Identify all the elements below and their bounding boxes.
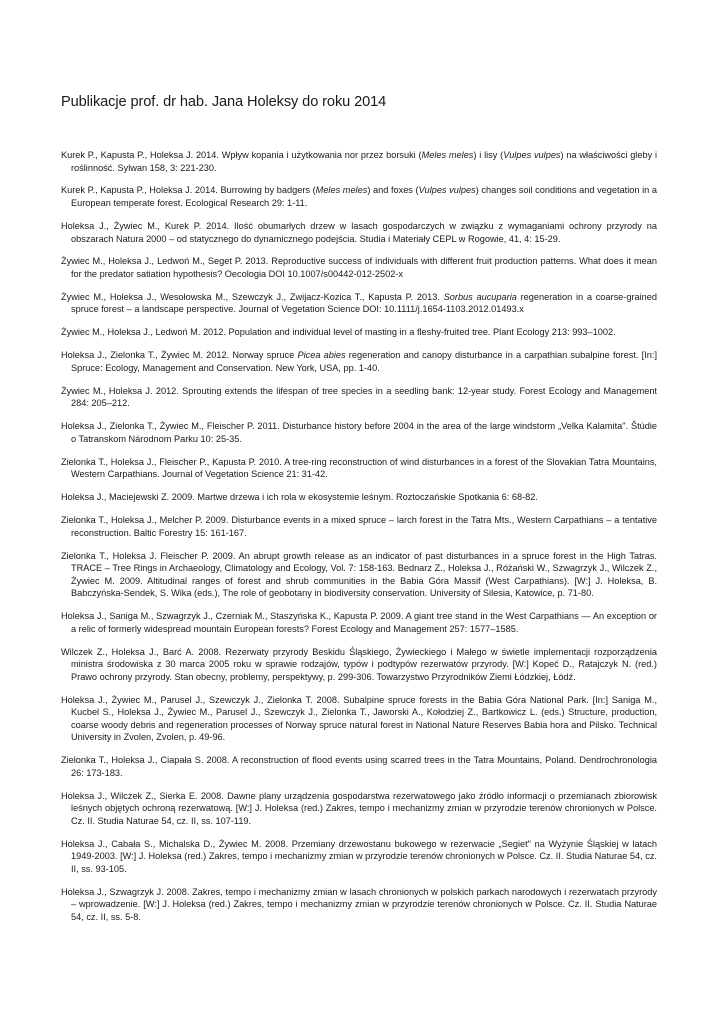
reference-text: ) changes soil conditions and vegetation in a European temperate forest. Ecological Research 29: 1-11. [71, 185, 657, 209]
species-name: Sorbus aucuparia [443, 291, 517, 302]
reference-text: Zielonka T., Holeksa J., Melcher P. 2009. Disturbance events in a mixed spruce – larch forest in the Tatra Mts., Western Carpathians – a tentative reconstruction. Baltic Forestry 15: 161-167. [61, 515, 657, 538]
reference-text: Holeksa J., Szwagrzyk J. 2008. Zakres, tempo i mechanizmy zmian w lasach chronionych w polskich parkach narodowych i rezerwatach przyrody – wprowadzenie. [W:] J. Holeksa (red.) Zakres, tempo i mechanizmy zmian w przyrodzie terenów chronionych w Polsce. Cz. II. Studia Naturae 54, cz. II, ss. 5-8. [61, 886, 657, 923]
reference-text: Zielonka T., Holeksa J., Fleischer P., Kapusta P. 2010. A tree-ring reconstruction of wind disturbances in a forest of the Slovakian Tatra Mountains, Western Carpathians. Journal of Vegetation Science 21: 31-42. [61, 456, 657, 480]
reference-text: Holeksa J., Żywiec M., Kurek P. 2014. Ilość obumarłych drzew w lasach gospodarczych w związku z wymaganiami ochrony przyrody na obszarach Natura 2000 – od statycznego do dynamicznego podejścia. Studia i Materiały CEPL w Rogowie, 41, 4: 15-29. [61, 220, 657, 244]
species-name: Meles meles [315, 185, 368, 196]
reference-text: Holeksa J., Wilczek Z., Sierka E. 2008. Dawne plany urządzenia gospodarstwa rezerwatowego jako źródło informacji o przemianach zbiorowisk leśnych objętych ochroną rezerwatową. [W:] J. Holeksa (red.) Zakres, tempo i mechanizmy zmian w przyrodzie terenów chronionych w Polsce. Cz. II. Studia Naturae 54, cz. II, ss. 107-119. [61, 790, 657, 826]
reference-text: Żywiec M., Holeksa J., Ledwoń M. 2012. Population and individual level of masting in a fleshy-fruited tree. Plant Ecology 213: 993–1002. [61, 327, 616, 338]
species-name: Vulpes vulpes [418, 185, 476, 196]
reference-text: regeneration in a coarse-grained spruce forest – a landscape perspective. Journal of Vegetation Science DOI: 10.1111/j.1654-1103.2012.01493.x [71, 291, 657, 315]
reference-entry [61, 550, 657, 600]
reference-entry [61, 886, 657, 924]
reference-entry [61, 694, 657, 744]
reference-text: Żywiec M., Holeksa J., Ledwoń M., Seget P. 2013. Reproductive success of individuals with different fruit production patterns. What does it mean for the predator satiation hypothesis? Oecologia DOI 10.1007/s00442-012-2502-x [61, 256, 657, 279]
reference-entry [61, 326, 657, 339]
reference-list [61, 149, 657, 934]
reference-entry [61, 184, 657, 209]
reference-text: Holeksa J., Zielonka T., Żywiec M., Fleischer P. 2011. Disturbance history before 2004 in the area of the large windstorm „Velka Kalamita". Štúdie o Tatranskom Národnom Parku 10: 25-35. [61, 421, 657, 444]
reference-text: ) i lisy ( [473, 150, 504, 160]
reference-entry [61, 610, 657, 635]
reference-text: Holeksa J., Maciejewski Z. 2009. Martwe drzewa i ich rola w ekosystemie leśnym. Roztoczańskie Spotkania 6: 68-82. [61, 492, 538, 503]
reference-text: Wilczek Z., Holeksa J., Barć A. 2008. Rezerwaty przyrody Beskidu Śląskiego, Żywieckiego i Małego w świetle implementacji rozporządzenia ministra środowiska z 30 marca 2005 roku w sprawie rodzajów, typów i podtypów rezerwatów przyrody. [W:] Kopeć D., Ratajczyk N. (red.) Prawo ochrony przyrody. Stan obecny, problemy, perspektywy, p. 299-306. Towarzystwo Przyrodników Ziemi Łódzkiej, Łódź. [61, 646, 657, 682]
reference-entry [61, 646, 657, 684]
reference-text: Żywiec M., Holeksa J., Wesołowska M., Szewczyk J., Zwijacz-Kozica T., Kapusta P. 2013. [61, 291, 444, 302]
species-name: Meles meles [421, 150, 474, 160]
reference-entry [61, 385, 657, 410]
reference-entry [61, 514, 657, 539]
reference-entry [61, 220, 657, 245]
reference-entry [61, 349, 657, 374]
reference-text: Żywiec M., Holeksa J. 2012. Sprouting extends the lifespan of tree species in a seedling bank: 12-year study. Forest Ecology and Management 284: 205–212. [61, 385, 657, 409]
reference-entry [61, 838, 657, 876]
reference-text: ) na właściwości gleby i roślinność. Sylwan 158, 3: 221-230. [71, 150, 657, 173]
reference-text: Zielonka T., Holeksa J. Fleischer P. 2009. An abrupt growth release as an indicator of past disturbances in a spruce forest in the High Tatras. TRACE – Tree Rings in Archaeology, Climatology and Ecology, Vol. 7: 158-163. Bednarz Z., Holeksa J., Różański W., Szwagrzyk J., Wilczek Z., Żywiec M. 2009. Altitudinal ranges of forest and shrub communities in the Babia Góra Massif (West Carpathians). [W:] J. Holeksa, B. Babczyńska-Sendek, S. Wika (eds.), The role of geobotany in biodiversity conservation. University of Silesia, Katowice, p. 71-80. [61, 550, 657, 599]
reference-text: Zielonka T., Holeksa J., Ciapała S. 2008. A reconstruction of flood events using scarred trees in the Tatra Mountains, Poland. Dendrochronologia 26: 173-183. [61, 755, 657, 778]
reference-text: ) and foxes ( [367, 185, 419, 196]
reference-entry [61, 754, 657, 779]
reference-text: Holeksa J., Zielonka T., Żywiec M. 2012. Norway spruce [61, 350, 298, 361]
species-name: Picea abies [297, 350, 346, 361]
reference-entry [61, 149, 657, 174]
reference-text: Kurek P., Kapusta P., Holeksa J. 2014. Wpływ kopania i użytkowania nor przez borsuki ( [61, 150, 422, 160]
reference-entry [61, 420, 657, 445]
reference-text: Holeksa J., Cabała S., Michalska D., Żywiec M. 2008. Przemiany drzewostanu bukowego w rezerwacie „Segiet" na Wyżynie Śląskiej w latach 1949-2003. [W:] J. Holeksa (red.) Zakres, tempo i mechanizmy zmian w przyrodzie terenów chronionych w Polsce. Cz. II. Studia Naturae 54, cz. II, ss. 93-105. [61, 838, 657, 874]
reference-text: regeneration and canopy disturbance in a carpathian subalpine forest. [In:] Spruce: Ecology, Management and Conservation. New York, USA, pp. 1-40. [71, 350, 658, 373]
reference-entry [61, 790, 657, 828]
reference-text: Holeksa J., Saniga M., Szwagrzyk J., Czerniak M., Staszyńska K., Kapusta P. 2009. A giant tree stand in the West Carpathians — An exception or a relic of formerly widespread mountain European forests? Forest Ecology and Management 257: 1577–1585. [61, 611, 657, 634]
reference-entry [61, 456, 657, 481]
reference-entry [61, 255, 657, 280]
reference-text: Holeksa J., Żywiec M., Parusel J., Szewczyk J., Zielonka T. 2008. Subalpine spruce forests in the Babia Góra National Park. [In:] Saniga M., Kucbel S., Holeksa J., Żywiec M., Parusel J., Szewczyk J., Zielonka T., Jaworski A., Kołodziej Z., Bartkowicz L. (eds.) Structure, production, coarse woody debris and regeneration processes of Norway spruce natural forest in National Nature Reserves Babia hora and Pilsko. Technical University in Zvolen, Zvolen, p. 49-96. [61, 694, 657, 743]
species-name: Vulpes vulpes [503, 150, 561, 160]
reference-entry [61, 491, 657, 504]
page-title: Publikacje prof. dr hab. Jana Holeksy do roku 2014 [61, 94, 387, 110]
reference-text: Kurek P., Kapusta P., Holeksa J. 2014. Burrowing by badgers ( [61, 185, 316, 196]
reference-entry [61, 291, 657, 316]
